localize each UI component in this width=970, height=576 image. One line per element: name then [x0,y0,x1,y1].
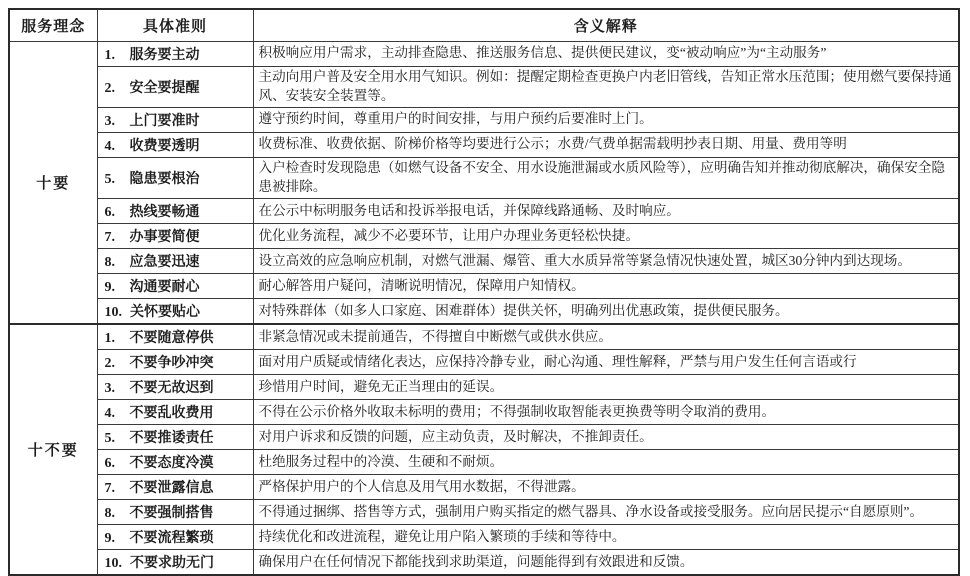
guideline-cell [97,324,253,350]
guideline-number: 3. [104,381,115,397]
explanation-cell: 不得通过捆绑、搭售等方式，强制用户购买指定的燃气器具、净水设备或接受服务。应向居民提示“自愿原则”。 [253,500,959,525]
guideline-cell [97,350,253,375]
guideline-number: 7. [104,230,115,246]
guideline-number: 2. [104,81,115,97]
table-row [9,500,959,525]
guideline-label: 应急要迅速 [129,255,200,271]
explanation-cell: 入户检查时发现隐患（如燃气设备不安全、用水设施泄漏或水质风险等），应明确告知并推动彻底解决，确保安全隐患被排除。 [253,158,959,199]
guideline-cell [97,67,253,108]
guideline-label: 热线要畅通 [129,205,200,221]
table-row [9,450,959,475]
guideline-label: 不要乱收费用 [129,406,214,422]
column-header-guideline: 具体准则 [97,9,253,42]
guideline-number: 4. [104,406,115,422]
guideline-cell [97,475,253,500]
guideline-label: 不要流程繁琐 [129,531,214,547]
service-standards-table [8,8,960,576]
explanation-cell: 对用户诉求和反馈的问题，应主动负责，及时解决，不推卸责任。 [253,425,959,450]
table-row [9,42,959,67]
table-row [9,249,959,274]
guideline-cell [97,525,253,550]
guideline-label: 办事要简便 [129,230,200,246]
guideline-label: 不要无故迟到 [129,381,214,397]
guideline-label: 不要态度冷漠 [129,456,214,472]
table-row [9,425,959,450]
table-row [9,108,959,133]
guideline-number: 3. [104,114,115,130]
explanation-cell: 严格保护用户的个人信息及用气用水数据，不得泄露。 [253,475,959,500]
guideline-label: 关怀要贴心 [130,305,200,321]
concept-cell-donts: 十不要 [9,324,97,575]
guideline-label: 不要强制搭售 [129,506,214,522]
guideline-cell [97,274,253,299]
guideline-number: 1. [104,331,115,347]
explanation-cell: 遵守预约时间，尊重用户的时间安排，与用户预约后要准时上门。 [253,108,959,133]
guideline-number: 9. [104,531,115,547]
table-row [9,67,959,108]
concept-cell-musts: 十要 [9,42,97,325]
table-row [9,224,959,249]
guideline-cell [97,450,253,475]
guideline-label: 上门要准时 [129,114,200,130]
guideline-label: 隐患要根治 [129,172,200,188]
table-row [9,274,959,299]
table-row [9,475,959,500]
guideline-label: 安全要提醒 [129,81,200,97]
guideline-number: 5. [104,431,115,447]
guideline-label: 沟通要耐心 [129,280,200,296]
table-row [9,299,959,325]
guideline-cell [97,199,253,224]
guideline-cell [97,500,253,525]
explanation-cell: 在公示中标明服务电话和投诉举报电话，并保障线路通畅、及时响应。 [253,199,959,224]
guideline-number: 10. [104,556,122,572]
guideline-label: 不要求助无门 [130,556,214,572]
guideline-number: 7. [104,481,115,497]
explanation-cell: 对特殊群体（如多人口家庭、困难群体）提供关怀，明确列出优惠政策，提供便民服务。 [253,299,959,325]
table-row [9,133,959,158]
guideline-cell [97,108,253,133]
guideline-number: 1. [104,48,115,63]
guideline-label: 收费要透明 [129,139,200,155]
explanation-cell: 收费标准、收费依据、阶梯价格等均要进行公示；水费/气费单据需载明抄表日期、用量、费用等明 [253,133,959,158]
guideline-cell [97,299,253,325]
explanation-cell: 确保用户在任何情况下都能找到求助渠道，问题能得到有效跟进和反馈。 [253,550,959,576]
guideline-number: 6. [104,205,115,221]
header-row [9,9,959,42]
guideline-number: 4. [104,139,115,155]
explanation-cell: 非紧急情况或未提前通告，不得擅自中断燃气或供水供应。 [253,324,959,350]
guideline-label: 不要争吵冲突 [129,356,214,372]
guideline-cell [97,133,253,158]
explanation-cell: 持续优化和改进流程，避免让用户陷入繁琐的手续和等待中。 [253,525,959,550]
guideline-cell [97,249,253,274]
guideline-number: 8. [104,255,115,271]
explanation-cell: 不得在公示价格外收取未标明的费用；不得强制收取智能表更换费等明令取消的费用。 [253,400,959,425]
explanation-cell: 耐心解答用户疑问，清晰说明情况，保障用户知情权。 [253,274,959,299]
explanation-cell: 主动向用户普及安全用水用气知识。例如：提醒定期检查更换户内老旧管线，告知正常水压范围；使用燃气要保持通风、安装安全装置等。 [253,67,959,108]
table-row [9,324,959,350]
explanation-cell: 设立高效的应急响应机制，对燃气泄漏、爆管、重大水质异常等紧急情况快速处置，城区30分钟内到达现场。 [253,249,959,274]
guideline-label: 不要泄露信息 [129,481,214,497]
guideline-number: 5. [104,172,115,188]
explanation-cell: 杜绝服务过程中的冷漠、生硬和不耐烦。 [253,450,959,475]
guideline-number: 8. [104,506,115,522]
guideline-cell [97,425,253,450]
column-header-meaning: 含义解释 [253,9,959,42]
table-row [9,525,959,550]
guideline-cell [97,158,253,199]
column-header-concept: 服务理念 [9,9,97,42]
table-row [9,158,959,199]
explanation-cell: 珍惜用户时间，避免无正当理由的延误。 [253,375,959,400]
table-row [9,199,959,224]
guideline-cell [97,224,253,249]
guideline-cell [97,550,253,576]
table-row [9,350,959,375]
table-row [9,375,959,400]
guideline-number: 9. [104,280,115,296]
guideline-cell [97,400,253,425]
explanation-cell: 优化业务流程，减少不必要环节，让用户办理业务更轻松快捷。 [253,224,959,249]
explanation-cell: 积极响应用户需求，主动排查隐患、推送服务信息、提供便民建议，变“被动响应”为“主动服务” [253,42,959,67]
guideline-number: 10. [104,305,122,321]
guideline-label: 服务要主动 [129,48,200,63]
guideline-cell [97,375,253,400]
guideline-cell [97,42,253,67]
guideline-label: 不要推诿责任 [129,431,214,447]
guideline-number: 6. [104,456,115,472]
guideline-number: 2. [104,356,115,372]
guideline-label: 不要随意停供 [129,331,214,347]
explanation-cell: 面对用户质疑或情绪化表达，应保持冷静专业，耐心沟通、理性解释，严禁与用户发生任何言语或行 [253,350,959,375]
table-row [9,550,959,576]
table-row [9,400,959,425]
